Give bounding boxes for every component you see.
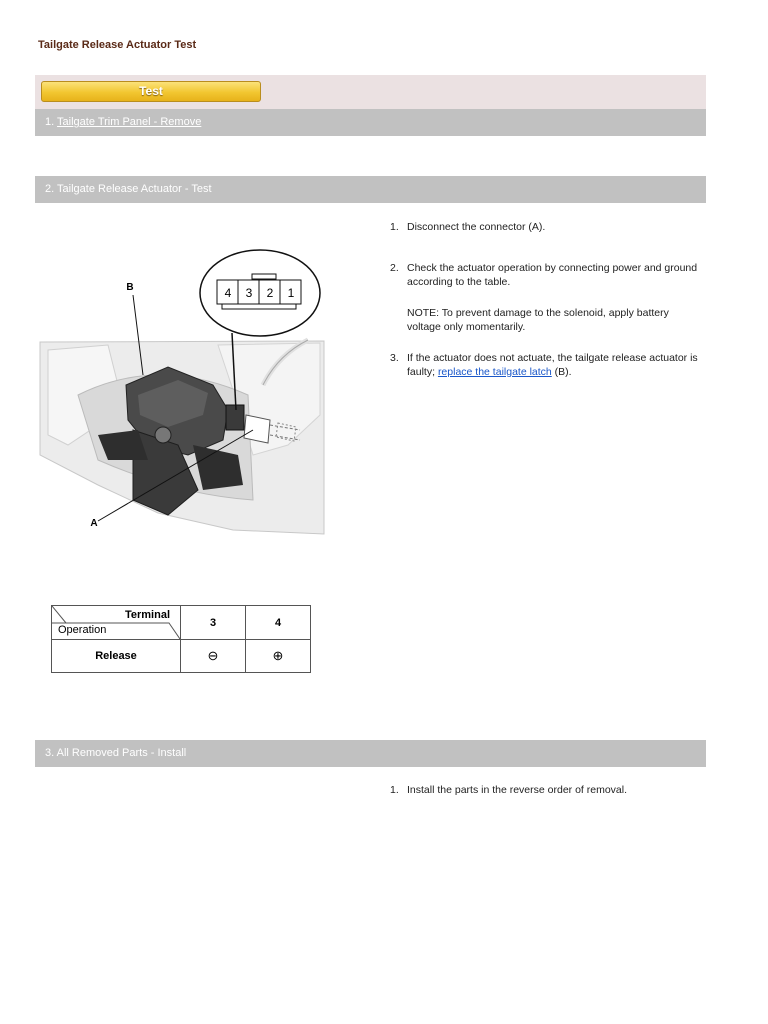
step-text: Disconnect the connector (A). xyxy=(407,221,546,233)
step-text-end: (B). xyxy=(551,366,572,378)
terminal-3-value: ⊖ xyxy=(181,640,246,673)
row-label-release: Release xyxy=(52,640,181,673)
section-2-header: 2. Tailgate Release Actuator - Test xyxy=(35,176,706,203)
step-1 xyxy=(390,783,705,797)
actuator-illustration xyxy=(38,245,328,535)
label-a: A xyxy=(90,518,98,529)
section-2-steps xyxy=(390,220,705,379)
pin-1-label: 1 xyxy=(287,286,295,300)
step-2 xyxy=(390,261,705,289)
step-number: 3. xyxy=(390,352,399,364)
terminal-4-value: ⊕ xyxy=(246,640,311,673)
table-corner-cell xyxy=(52,606,181,640)
test-button[interactable]: Test xyxy=(41,81,261,102)
note-text: NOTE: To prevent damage to the solenoid, apply battery voltage only momentarily. xyxy=(407,307,669,333)
step-text: Install the parts in the reverse order of removal. xyxy=(407,784,628,796)
pin-3-label: 3 xyxy=(245,286,253,300)
section-1-link[interactable]: Tailgate Trim Panel - Remove xyxy=(57,116,202,128)
section-3-steps xyxy=(390,783,705,797)
step-number: 1. xyxy=(390,221,399,233)
terminal-header: Terminal xyxy=(124,609,170,621)
pin-2-label: 2 xyxy=(266,286,274,300)
step-number: 1. xyxy=(390,784,399,796)
step-1 xyxy=(390,220,705,234)
column-header-4: 4 xyxy=(246,606,311,640)
page-title: Tailgate Release Actuator Test xyxy=(38,39,197,51)
label-b: B xyxy=(126,282,134,293)
step-number: 2. xyxy=(390,262,399,274)
column-header-3: 3 xyxy=(181,606,246,640)
step-text: Check the actuator operation by connecting power and ground according to the table. xyxy=(407,262,698,288)
pin-4-label: 4 xyxy=(224,286,232,300)
step-3 xyxy=(390,351,705,379)
actuator-diagram xyxy=(38,245,328,535)
section-1-header xyxy=(35,109,706,136)
step-text: If the actuator does not actuate, the tailgate release actuator is faulty; xyxy=(407,352,698,378)
section-3-header: 3. All Removed Parts - Install xyxy=(35,740,706,767)
section-1-number: 1. xyxy=(45,116,55,128)
test-band xyxy=(35,75,706,109)
replace-tailgate-latch-link[interactable]: replace the tailgate latch xyxy=(437,366,552,378)
operation-header: Operation xyxy=(58,624,107,636)
terminal-table xyxy=(51,605,311,673)
